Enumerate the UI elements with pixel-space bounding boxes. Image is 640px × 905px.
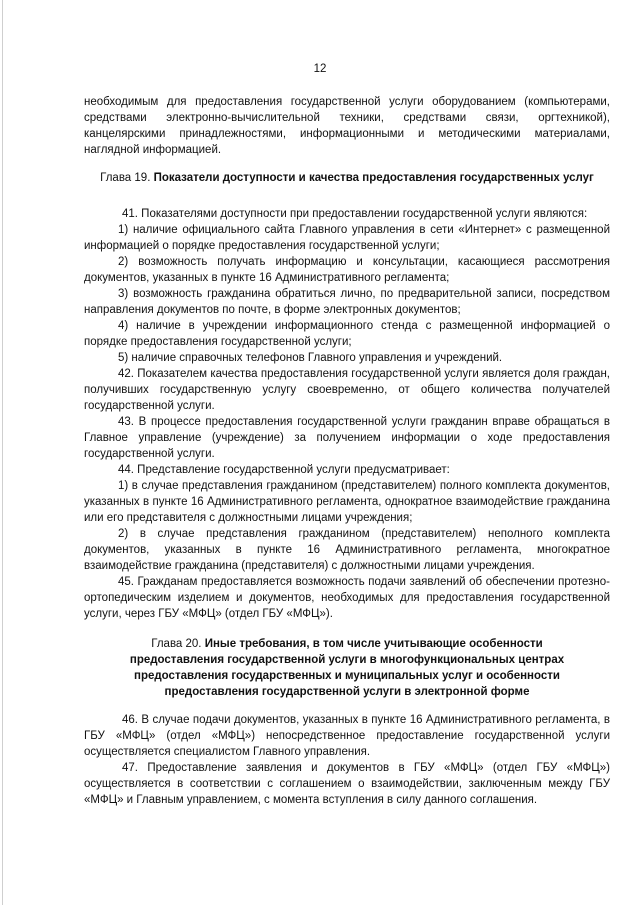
para-44-item-1: 1) в случае представления гражданином (представителем) полного комплекта документов, указанных в пункте 16 Административного регламента, однократное взаимодействие гражданина или его представителя с должностными лицами учреждения;	[84, 480, 610, 524]
chapter-20-title: Иные требования, в том числе учитывающие особенности предоставления государственной услуги в многофункциональных центрах предоставления государственных и муниципальных услуг и особенности предоставления государственной услуги в электронной форме	[129, 638, 565, 698]
chapter-20-prefix: Глава 20.	[151, 638, 205, 650]
chapter-19-title: Показатели доступности и качества предоставления государственных услуг	[153, 172, 594, 184]
document-body	[84, 94, 610, 808]
para-41-item-4: 4) наличие в учреждении информационного стенда с размещенной информацией о порядке предоставления государственной услуги;	[84, 320, 610, 348]
intro-paragraph: необходимым для предоставления государственной услуги оборудованием (компьютерами, средствами электронно-вычислительной техники, средствами связи, оргтехникой), канцелярскими принадлежностями, информационными и методическими материалами, наглядной информацией.	[84, 96, 610, 156]
page-edge	[2, 0, 3, 905]
para-44-lead: 44. Представление государственной услуги предусматривает:	[118, 464, 450, 476]
para-41-item-1: 1) наличие официального сайта Главного управления в сети «Интернет» с размещенной информацией о порядке предоставления государственной услуги;	[84, 224, 610, 252]
para-44-item-2: 2) в случае представления гражданином (представителем) неполного комплекта документов, указанных в пункте 16 Административного регламента, многократное взаимодействие гражданина (представителя) с должностными лицами учреждения.	[84, 528, 610, 572]
para-43: 43. В процессе предоставления государственной услуги гражданин вправе обращаться в Главное управление (учреждение) за получением информации о ходе предоставления государственной услуги.	[84, 416, 610, 460]
para-42: 42. Показателем качества предоставления государственной услуги является доля граждан, получивших государственную услугу своевременно, от общего количества получателей государственной услуги.	[84, 368, 610, 412]
chapter-20-heading	[84, 636, 610, 700]
para-41-item-5: 5) наличие справочных телефонов Главного управления и учреждений.	[118, 352, 503, 364]
para-47: 47. Предоставление заявления и документов в ГБУ «МФЦ» (отдел ГБУ «МФЦ») осуществляется в соответствии с соглашением о взаимодействии, заключенным между ГБУ «МФЦ» и Главным управлением, с момента вступления в силу данного соглашения.	[84, 762, 610, 806]
para-41-item-2: 2) возможность получать информацию и консультации, касающиеся рассмотрения документов, указанных в пункте 16 Административного регламента;	[84, 256, 610, 284]
para-41-lead: 41. Показателями доступности при предоставлении государственной услуги являются:	[122, 208, 588, 220]
para-41-item-3: 3) возможность гражданина обратиться лично, по предварительной записи, посредством направления документов по почте, в форме электронных документов;	[84, 288, 610, 316]
para-45: 45. Гражданам предоставляется возможность подачи заявлений об обеспечении протезно-ортопедическим изделием и документов, необходимых для предоставления государственной услуги, через ГБУ «МФЦ» (отдел ГБУ «МФЦ»).	[84, 576, 610, 620]
chapter-19-prefix: Глава 19.	[100, 172, 154, 184]
para-46: 46. В случае подачи документов, указанных в пункте 16 Административного регламента, в ГБУ «МФЦ» (отдел «МФЦ») непосредственное предоставление государственной услуги осуществляется специалистом Главного управления.	[84, 714, 610, 758]
chapter-19-heading	[84, 170, 610, 186]
page-number: 12	[313, 63, 327, 75]
